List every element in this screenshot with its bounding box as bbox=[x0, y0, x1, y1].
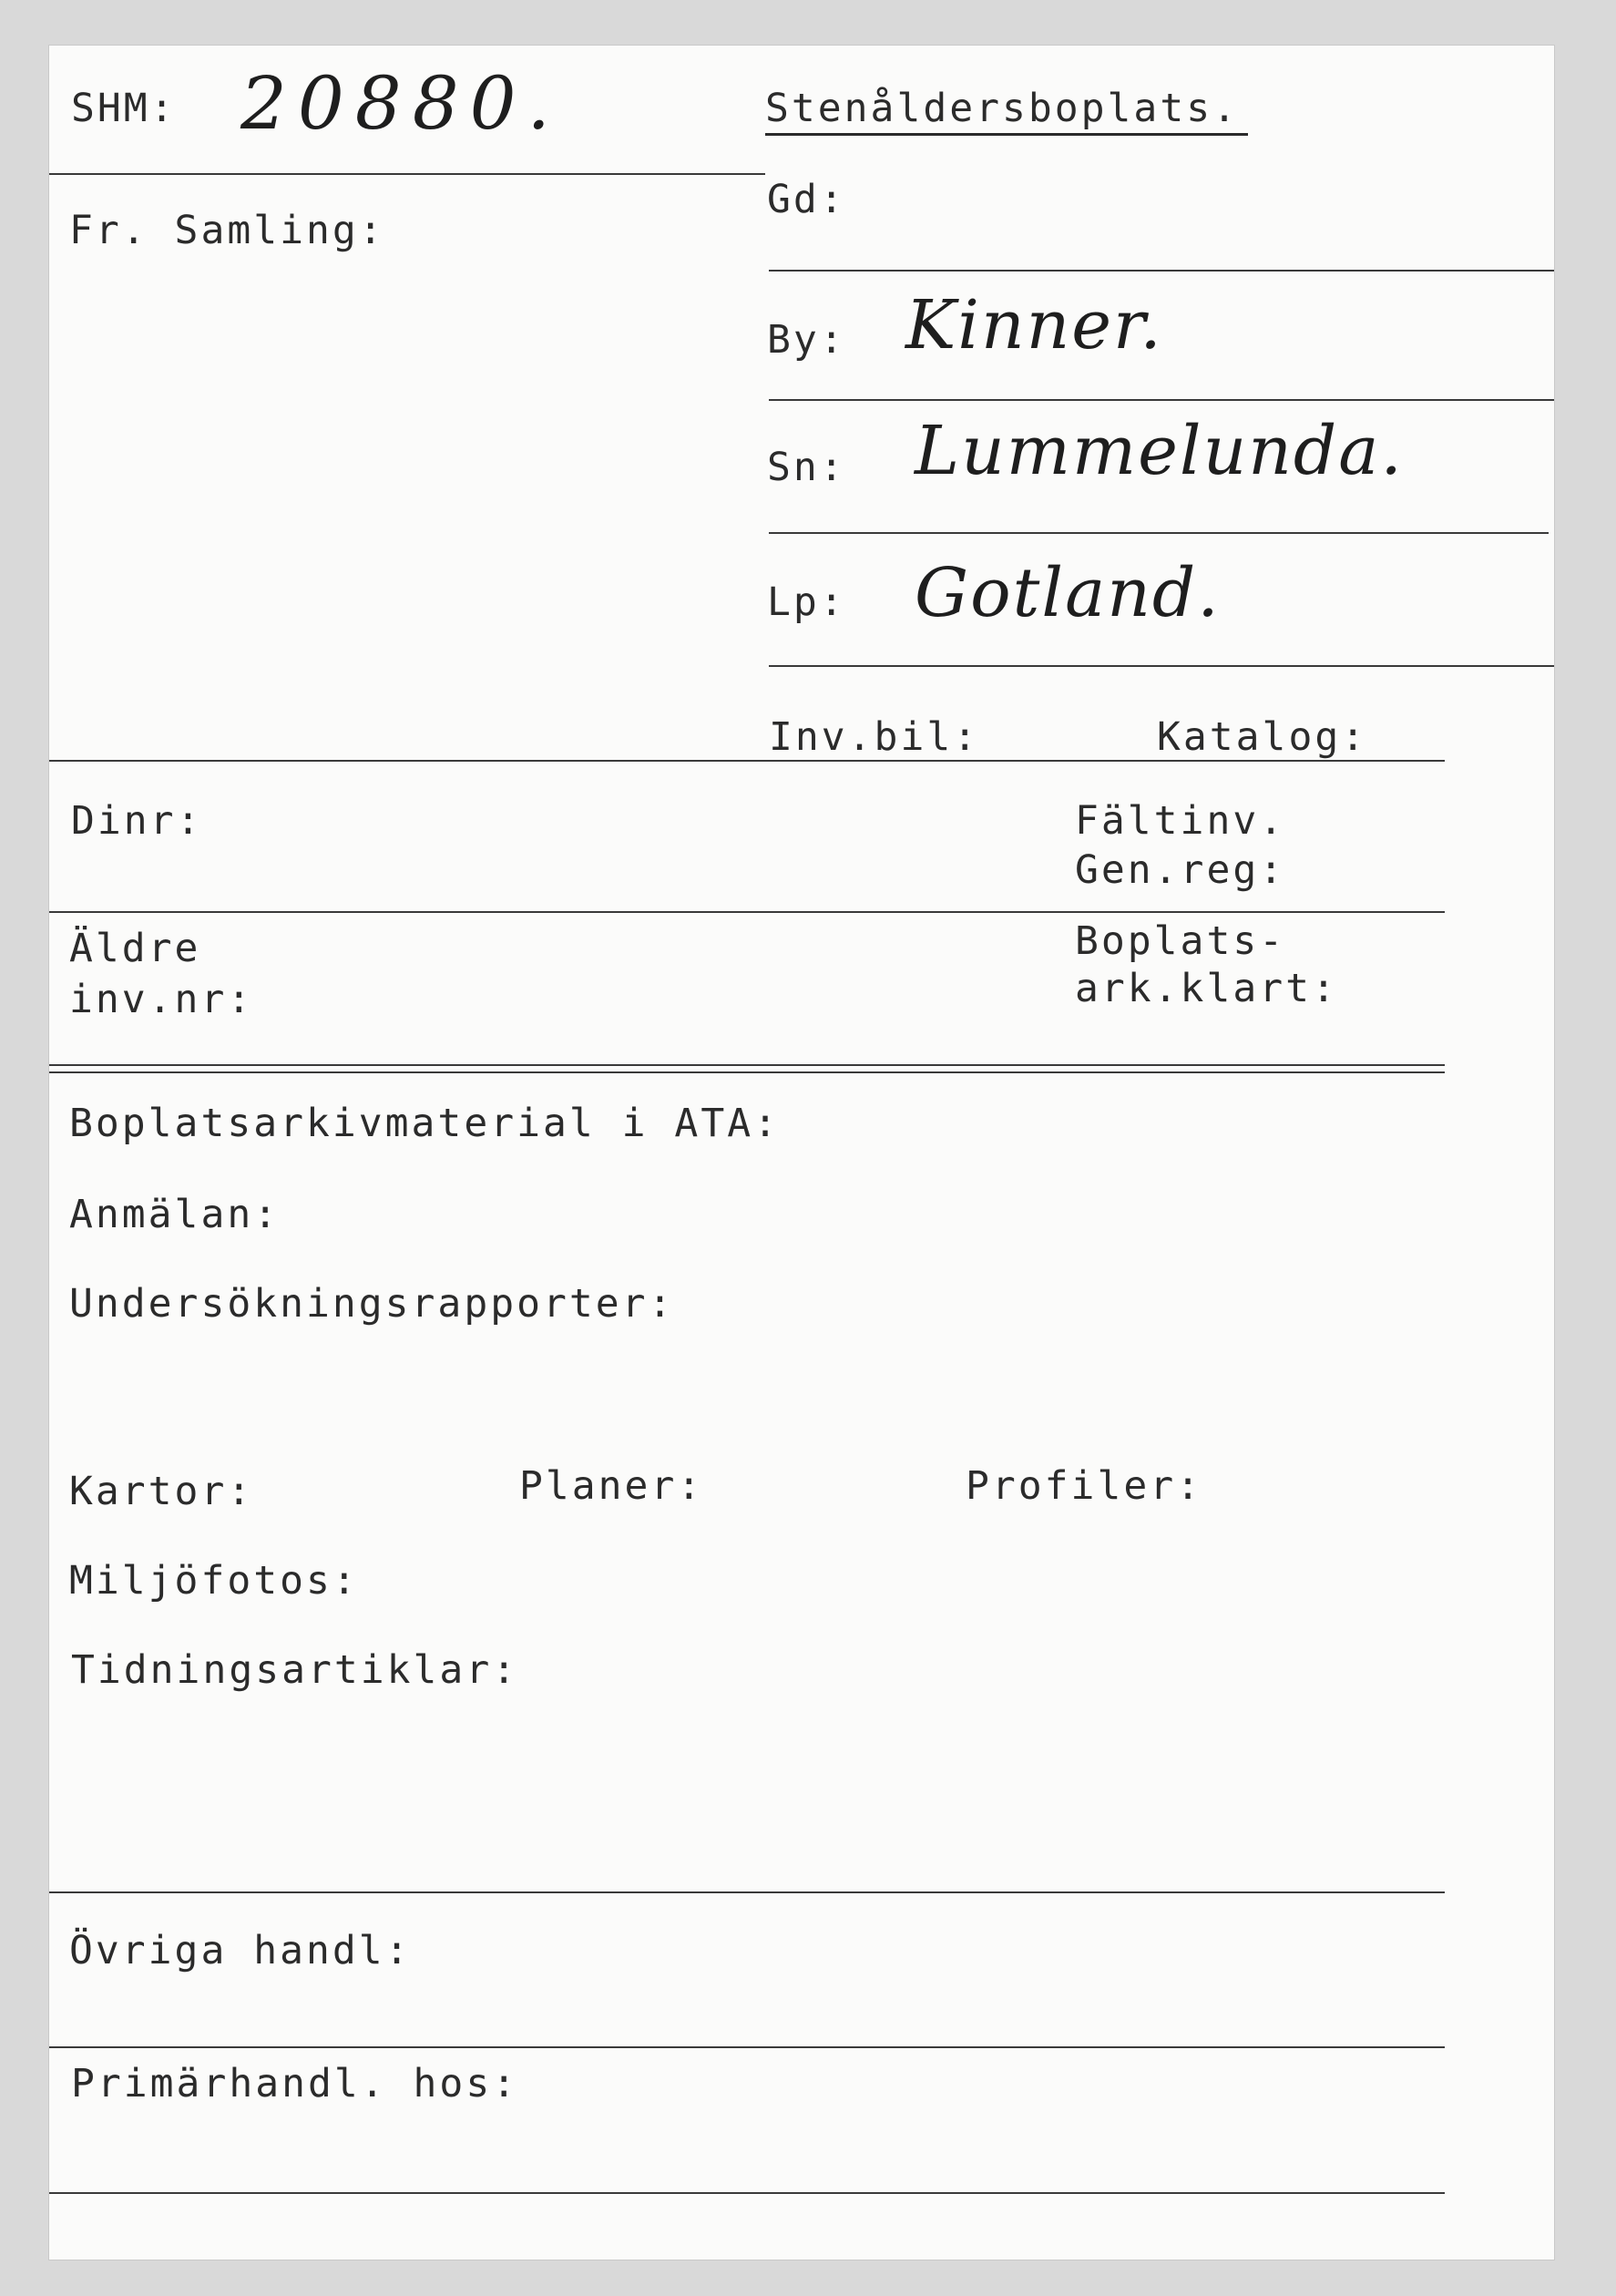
kartor-label: Kartor: bbox=[69, 1469, 254, 1514]
planer-label: Planer: bbox=[519, 1463, 704, 1509]
rule-main-3 bbox=[49, 1891, 1445, 1893]
miljofotos-label: Miljöfotos: bbox=[69, 1558, 359, 1604]
ovriga-label: Övriga handl: bbox=[69, 1928, 412, 1973]
katalog-label: Katalog: bbox=[1157, 714, 1368, 760]
genreg-label: Gen.reg: bbox=[1075, 847, 1286, 893]
card-title: Stenåldersboplats. bbox=[765, 86, 1239, 131]
rule-main-2 bbox=[49, 911, 1445, 913]
rule-lp bbox=[769, 665, 1554, 667]
rule-left-header bbox=[49, 173, 765, 175]
anmalan-label: Anmälan: bbox=[69, 1192, 281, 1237]
boplatsarkiv-label: Boplatsarkivmaterial i ATA: bbox=[69, 1101, 780, 1146]
tidningsartiklar-label: Tidningsartiklar: bbox=[71, 1647, 519, 1693]
index-card bbox=[49, 46, 1554, 2260]
shm-label: SHM: bbox=[71, 86, 177, 131]
rule-gd bbox=[769, 270, 1554, 272]
aldre-label: Äldre bbox=[69, 926, 201, 971]
arkklart-label: ark.klart: bbox=[1075, 966, 1338, 1011]
dinr-label: Dinr: bbox=[71, 798, 203, 844]
rule-main-4 bbox=[49, 2046, 1445, 2048]
primarhandl-label: Primärhandl. hos: bbox=[71, 2061, 519, 2106]
shm-number: 20880. bbox=[240, 61, 561, 146]
lp-label: Lp: bbox=[767, 579, 846, 625]
faltinv-label: Fältinv. bbox=[1075, 798, 1286, 844]
invnr-label: inv.nr: bbox=[69, 977, 254, 1022]
by-label: By: bbox=[767, 317, 846, 363]
rule-sn bbox=[769, 532, 1549, 534]
undersokning-label: Undersökningsrapporter: bbox=[69, 1281, 675, 1327]
rule-double-bottom bbox=[49, 1071, 1445, 1073]
boplats-label: Boplats- bbox=[1075, 918, 1286, 964]
lp-value: Gotland. bbox=[915, 554, 1221, 632]
rule-by bbox=[769, 399, 1554, 401]
rule-main-5 bbox=[49, 2192, 1445, 2194]
title-underline bbox=[765, 133, 1248, 136]
rule-double-top bbox=[49, 1064, 1445, 1066]
fr-samling-label: Fr. Samling: bbox=[69, 208, 385, 253]
by-value: Kinner. bbox=[905, 286, 1163, 364]
sn-label: Sn: bbox=[767, 445, 846, 490]
rule-main-1 bbox=[49, 760, 1445, 762]
profiler-label: Profiler: bbox=[966, 1463, 1202, 1509]
inv-bil-label: Inv.bil: bbox=[769, 714, 980, 760]
sn-value: Lummelunda. bbox=[915, 412, 1404, 490]
gd-label: Gd: bbox=[767, 177, 846, 222]
